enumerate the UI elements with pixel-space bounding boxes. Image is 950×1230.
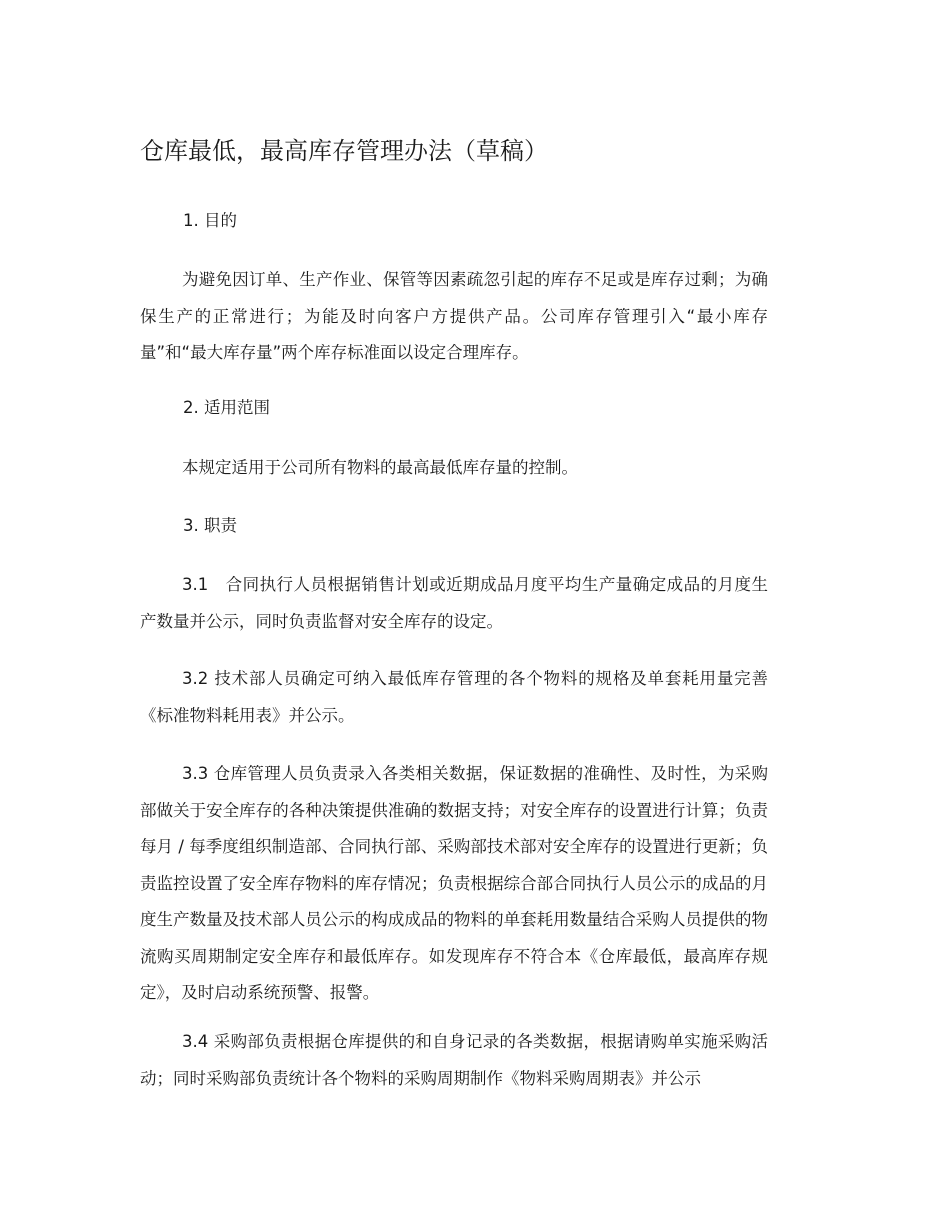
section-heading-scope: 2. 适用范围 [183, 398, 270, 417]
section-heading-purpose: 1. 目的 [183, 211, 237, 230]
paragraph-3-4: 3.4 采购部负责根据仓库提供的和自身记录的各类数据，根据请购单实施采购活动；同时采购部负责统计各个物料的采购周期制作《物料采购周期表》并公示 [140, 1032, 768, 1088]
section-heading-responsibilities: 3. 职责 [183, 516, 237, 535]
paragraph-3-2: 3.2 技术部人员确定可纳入最低库存管理的各个物料的规格及单套耗用量完善《标准物料耗用表》并公示。 [140, 669, 768, 725]
paragraph-3-3: 3.3 仓库管理人员负责录入各类相关数据，保证数据的准确性、及时性，为采购部做关于安全库存的各种决策提供准确的数据支持；对安全库存的设置进行计算；负责每月 / 每季度组织制造部、合同执行部、采购部技术部对安全库存的设置进行更新；负责监控设置了安全库存物料的库存情况；负责根据综合部合同执行人员公示的成品的月度生产数量及技术部人员公示的构成成品的物料的单套耗用数量结合采购人员提供的物流购买周期制定安全库存和最低库存。如发现库存不符合本《仓库最低，最高库存规定》，及时启动系统预警、报警。 [140, 764, 768, 1002]
document-title: 仓库最低，最高库存管理办法（草稿） [140, 137, 548, 165]
paragraph-scope: 本规定适用于公司所有物料的最高最低库存量的控制。 [182, 458, 578, 477]
paragraph-3-1: 3.1 合同执行人员根据销售计划或近期成品月度平均生产量确定成品的月度生产数量并公示，同时负责监督对安全库存的设定。 [140, 575, 768, 631]
paragraph-purpose: 为避免因订单、生产作业、保管等因素疏忽引起的库存不足或是库存过剩；为确保生产的正常进行；为能及时向客户方提供产品。公司库存管理引入“最小库存量”和“最大库存量”两个库存标准面以设定合理库存。 [140, 270, 768, 362]
